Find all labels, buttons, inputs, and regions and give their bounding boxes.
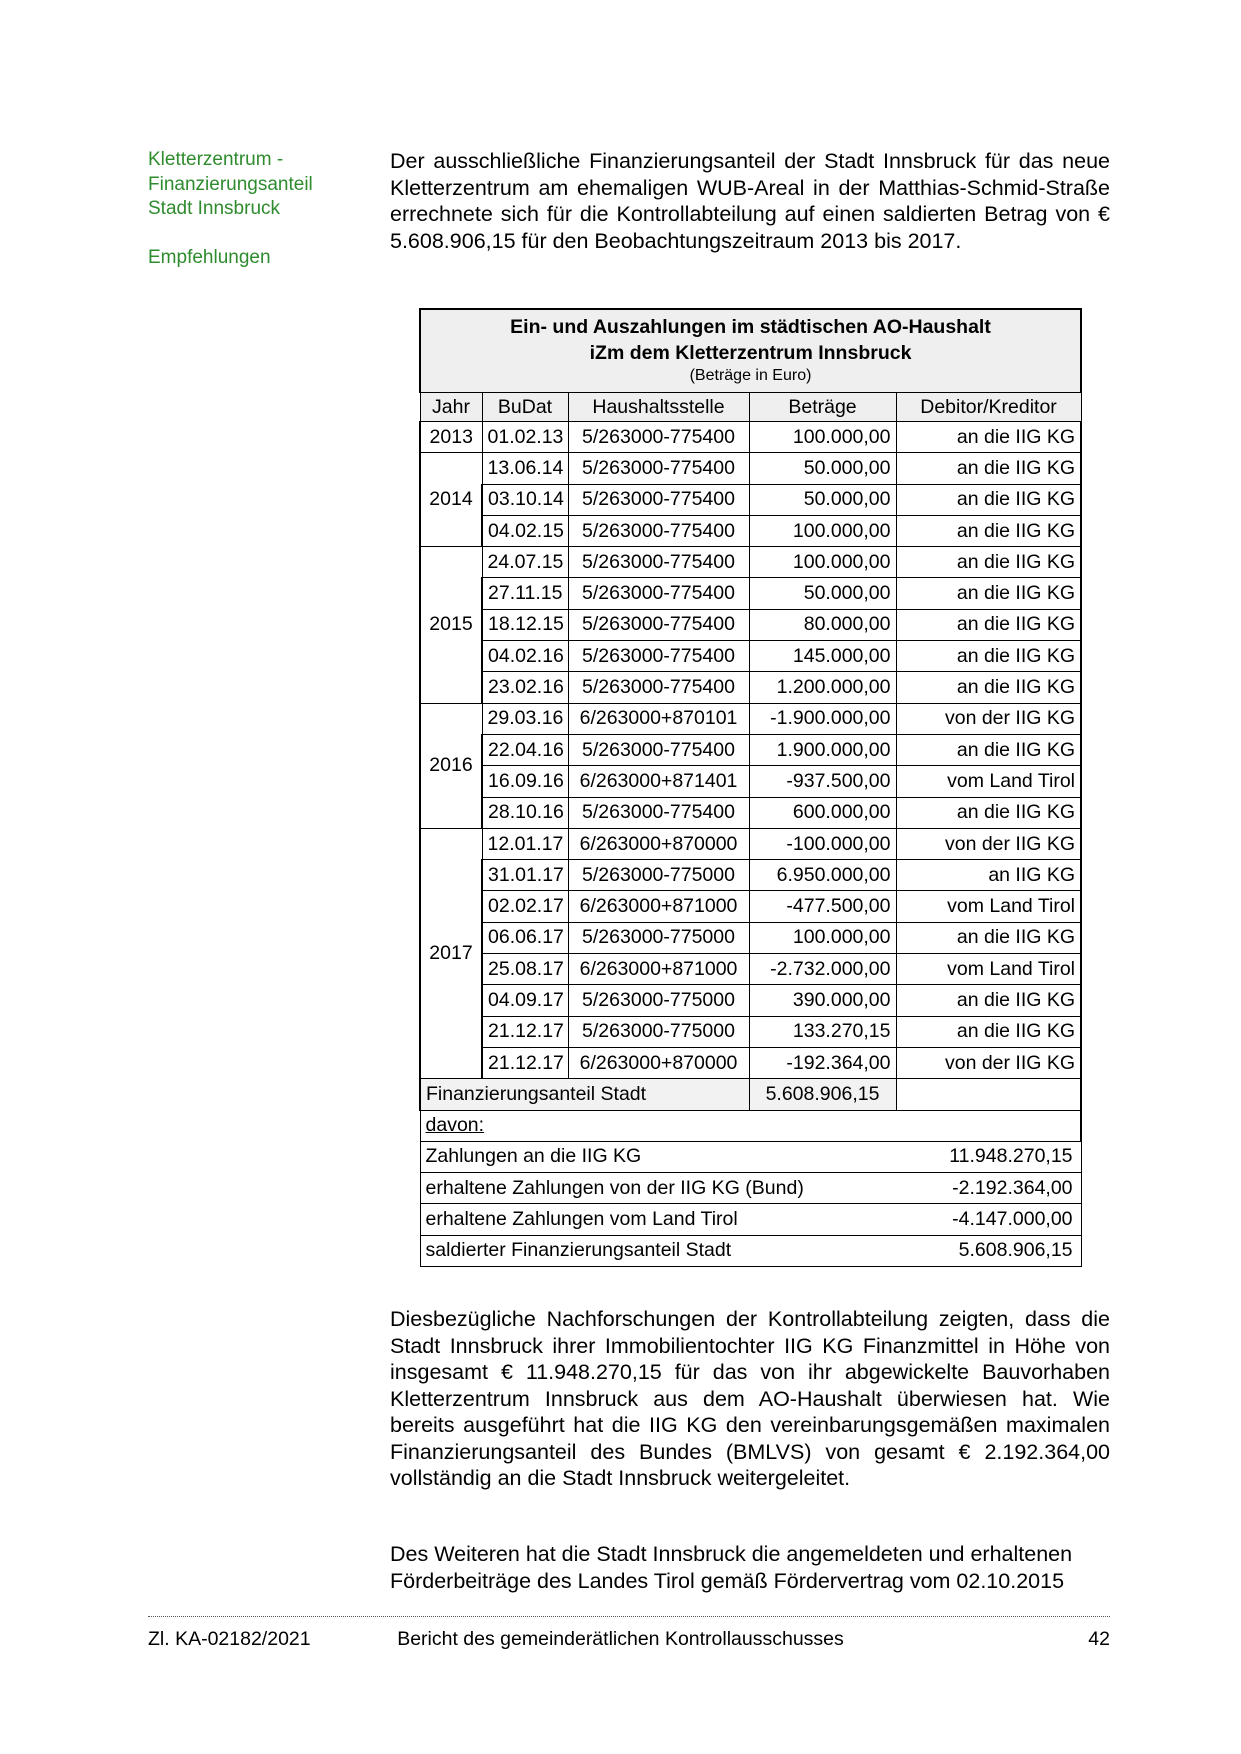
party-cell: an die IIG KG [896, 578, 1081, 609]
party-cell: vom Land Tirol [896, 766, 1081, 797]
date-cell: 28.10.16 [482, 797, 568, 828]
amount-cell: 133.270,15 [749, 1016, 896, 1047]
footer-reference: Zl. KA-02182/2021 [148, 1628, 311, 1650]
date-cell: 01.02.13 [482, 422, 568, 453]
breakdown-item-value: -4.147.000,00 [896, 1204, 1081, 1235]
table-row [420, 1016, 1081, 1047]
account-cell: 5/263000-775400 [568, 641, 749, 672]
party-cell: an die IIG KG [896, 453, 1081, 484]
table-row [420, 891, 1081, 922]
footer-divider [148, 1616, 1110, 1617]
date-cell: 21.12.17 [482, 1016, 568, 1047]
date-cell: 31.01.17 [482, 860, 568, 891]
table-title-line2: iZm dem Kletterzentrum Innsbruck [589, 342, 912, 364]
table-row [420, 641, 1081, 672]
account-cell: 6/263000+870000 [568, 828, 749, 859]
year-cell: 2017 [420, 828, 482, 1078]
net-total-label: saldierter Finanzierungsanteil Stadt [420, 1235, 896, 1266]
total-value: 5.608.906,15 [749, 1079, 896, 1110]
table-row [420, 703, 1081, 734]
total-blank [896, 1079, 1081, 1110]
payments-table [419, 308, 1082, 1267]
breakdown-item-label: Zahlungen an die IIG KG [420, 1141, 896, 1172]
sidebar-heading-line: Stadt Innsbruck [148, 198, 281, 219]
table-row [420, 453, 1081, 484]
account-cell: 5/263000-775400 [568, 578, 749, 609]
date-cell: 12.01.17 [482, 828, 568, 859]
date-cell: 16.09.16 [482, 766, 568, 797]
year-cell: 2013 [420, 422, 482, 453]
date-cell: 21.12.17 [482, 1047, 568, 1078]
amount-cell: 100.000,00 [749, 922, 896, 953]
intro-paragraph: Der ausschließliche Finanzierungsanteil der Stadt Innsbruck für das neue Kletterzentrum am ehemaligen WUB-Areal in der Matthias-Schmid-Straße errechnete sich für die Kontrollabteilung auf einen saldierten Betrag von € 5.608.906,15 für den Beobachtungszeitraum 2013 bis 2017. [390, 149, 1110, 253]
account-cell: 5/263000-775400 [568, 422, 749, 453]
party-cell: an die IIG KG [896, 547, 1081, 578]
party-cell: an die IIG KG [896, 922, 1081, 953]
date-cell: 25.08.17 [482, 954, 568, 985]
party-cell: an die IIG KG [896, 1016, 1081, 1047]
amount-cell: 100.000,00 [749, 547, 896, 578]
account-cell: 5/263000-775400 [568, 797, 749, 828]
party-cell: an die IIG KG [896, 641, 1081, 672]
total-label: Finanzierungsanteil Stadt [420, 1079, 749, 1110]
amount-cell: -1.900.000,00 [749, 703, 896, 734]
date-cell: 03.10.14 [482, 484, 568, 515]
col-header-year: Jahr [420, 393, 482, 422]
table-row [420, 766, 1081, 797]
party-cell: von der IIG KG [896, 703, 1081, 734]
page-number: 42 [1088, 1628, 1110, 1650]
col-header-party: Debitor/Kreditor [896, 393, 1081, 422]
amount-cell: 50.000,00 [749, 578, 896, 609]
party-cell: an die IIG KG [896, 672, 1081, 703]
party-cell: an die IIG KG [896, 422, 1081, 453]
breakdown-row [420, 1173, 1081, 1204]
date-cell: 29.03.16 [482, 703, 568, 734]
account-cell: 6/263000+871401 [568, 766, 749, 797]
year-cell: 2014 [420, 453, 482, 547]
year-cell: 2015 [420, 547, 482, 703]
table-row [420, 797, 1081, 828]
breakdown-item-label: erhaltene Zahlungen vom Land Tirol [420, 1204, 896, 1235]
account-cell: 5/263000-775400 [568, 547, 749, 578]
investigation-paragraph: Diesbezügliche Nachforschungen der Kontrollabteilung zeigten, dass die Stadt Innsbruck ihrer Immobilientochter IIG KG Finanzmittel in Höhe von insgesamt € 11.948.270,15 für das von ihr abgewickelte Bauvorhaben Kletterzentrum Innsbruck aus dem AO-Haushalt überwiesen hat. Wie bereits ausgeführt hat die IIG KG den vereinbarungsgemäßen maximalen Finanzierungsanteil des Bundes (BMLVS) von gesamt € 2.192.364,00 vollständig an die Stadt Innsbruck weitergeleitet. [390, 1307, 1110, 1490]
col-header-account: Haushaltsstelle [568, 393, 749, 422]
sidebar-recommendations: Empfehlungen [148, 246, 271, 268]
sidebar [148, 148, 348, 270]
sidebar-heading-line: Finanzierungsanteil [148, 173, 313, 195]
table-header-row [420, 393, 1081, 422]
date-cell: 13.06.14 [482, 453, 568, 484]
table-row [420, 484, 1081, 515]
amount-cell: 1.200.000,00 [749, 672, 896, 703]
total-row [420, 1079, 1081, 1110]
further-paragraph: Des Weiteren hat die Stadt Innsbruck die angemeldeten und erhaltenen Förderbeiträge des Landes Tirol gemäß Fördervertrag vom 02.10.2015 [390, 1542, 1073, 1593]
table-row [420, 672, 1081, 703]
amount-cell: 80.000,00 [749, 609, 896, 640]
party-cell: an die IIG KG [896, 609, 1081, 640]
party-cell: vom Land Tirol [896, 891, 1081, 922]
table-title-line1: Ein- und Auszahlungen im städtischen AO-Haushalt [510, 316, 991, 338]
amount-cell: 50.000,00 [749, 453, 896, 484]
party-cell: an die IIG KG [896, 797, 1081, 828]
footer-title: Bericht des gemeinderätlichen Kontrollausschusses [397, 1628, 844, 1650]
table-row [420, 985, 1081, 1016]
date-cell: 06.06.17 [482, 922, 568, 953]
amount-cell: -2.732.000,00 [749, 954, 896, 985]
account-cell: 6/263000+870101 [568, 703, 749, 734]
table-row [420, 578, 1081, 609]
party-cell: von der IIG KG [896, 1047, 1081, 1078]
amount-cell: 600.000,00 [749, 797, 896, 828]
account-cell: 5/263000-775000 [568, 985, 749, 1016]
party-cell: an die IIG KG [896, 515, 1081, 546]
table-row [420, 515, 1081, 546]
table-row [420, 922, 1081, 953]
table-row [420, 609, 1081, 640]
account-cell: 5/263000-775400 [568, 484, 749, 515]
account-cell: 5/263000-775400 [568, 672, 749, 703]
amount-cell: 50.000,00 [749, 484, 896, 515]
date-cell: 23.02.16 [482, 672, 568, 703]
date-cell: 04.02.15 [482, 515, 568, 546]
party-cell: an die IIG KG [896, 985, 1081, 1016]
account-cell: 5/263000-775000 [568, 922, 749, 953]
breakdown-label: davon: [420, 1110, 1081, 1141]
date-cell: 24.07.15 [482, 547, 568, 578]
table-row [420, 734, 1081, 765]
table-row [420, 1047, 1081, 1078]
account-cell: 5/263000-775000 [568, 1016, 749, 1047]
party-cell: vom Land Tirol [896, 954, 1081, 985]
net-total-row [420, 1235, 1081, 1266]
col-header-date: BuDat [482, 393, 568, 422]
date-cell: 04.09.17 [482, 985, 568, 1016]
party-cell: von der IIG KG [896, 828, 1081, 859]
account-cell: 5/263000-775000 [568, 860, 749, 891]
breakdown-row [420, 1204, 1081, 1235]
date-cell: 22.04.16 [482, 734, 568, 765]
sidebar-heading-line: Kletterzentrum - [148, 149, 284, 170]
account-cell: 5/263000-775400 [568, 609, 749, 640]
breakdown-row [420, 1141, 1081, 1172]
breakdown-heading-row [420, 1110, 1081, 1141]
party-cell: an die IIG KG [896, 734, 1081, 765]
year-cell: 2016 [420, 703, 482, 828]
account-cell: 6/263000+870000 [568, 1047, 749, 1078]
amount-cell: 390.000,00 [749, 985, 896, 1016]
amount-cell: 145.000,00 [749, 641, 896, 672]
account-cell: 6/263000+871000 [568, 891, 749, 922]
table-row [420, 547, 1081, 578]
amount-cell: 6.950.000,00 [749, 860, 896, 891]
amount-cell: 1.900.000,00 [749, 734, 896, 765]
net-total-value: 5.608.906,15 [896, 1235, 1081, 1266]
table-row [420, 422, 1081, 453]
breakdown-item-label: erhaltene Zahlungen von der IIG KG (Bund) [420, 1173, 896, 1204]
breakdown-item-value: -2.192.364,00 [896, 1173, 1081, 1204]
amount-cell: 100.000,00 [749, 422, 896, 453]
date-cell: 02.02.17 [482, 891, 568, 922]
col-header-amount: Beträge [749, 393, 896, 422]
account-cell: 6/263000+871000 [568, 954, 749, 985]
breakdown-item-value: 11.948.270,15 [896, 1141, 1081, 1172]
account-cell: 5/263000-775400 [568, 734, 749, 765]
amount-cell: -192.364,00 [749, 1047, 896, 1078]
account-cell: 5/263000-775400 [568, 515, 749, 546]
amount-cell: -937.500,00 [749, 766, 896, 797]
table-title [420, 309, 1081, 393]
amount-cell: 100.000,00 [749, 515, 896, 546]
date-cell: 04.02.16 [482, 641, 568, 672]
date-cell: 18.12.15 [482, 609, 568, 640]
table-row [420, 954, 1081, 985]
table-row [420, 860, 1081, 891]
account-cell: 5/263000-775400 [568, 453, 749, 484]
amount-cell: -477.500,00 [749, 891, 896, 922]
table-row [420, 828, 1081, 859]
party-cell: an die IIG KG [896, 484, 1081, 515]
date-cell: 27.11.15 [482, 578, 568, 609]
amount-cell: -100.000,00 [749, 828, 896, 859]
table-subtitle: (Beträge in Euro) [689, 367, 812, 384]
party-cell: an IIG KG [896, 860, 1081, 891]
